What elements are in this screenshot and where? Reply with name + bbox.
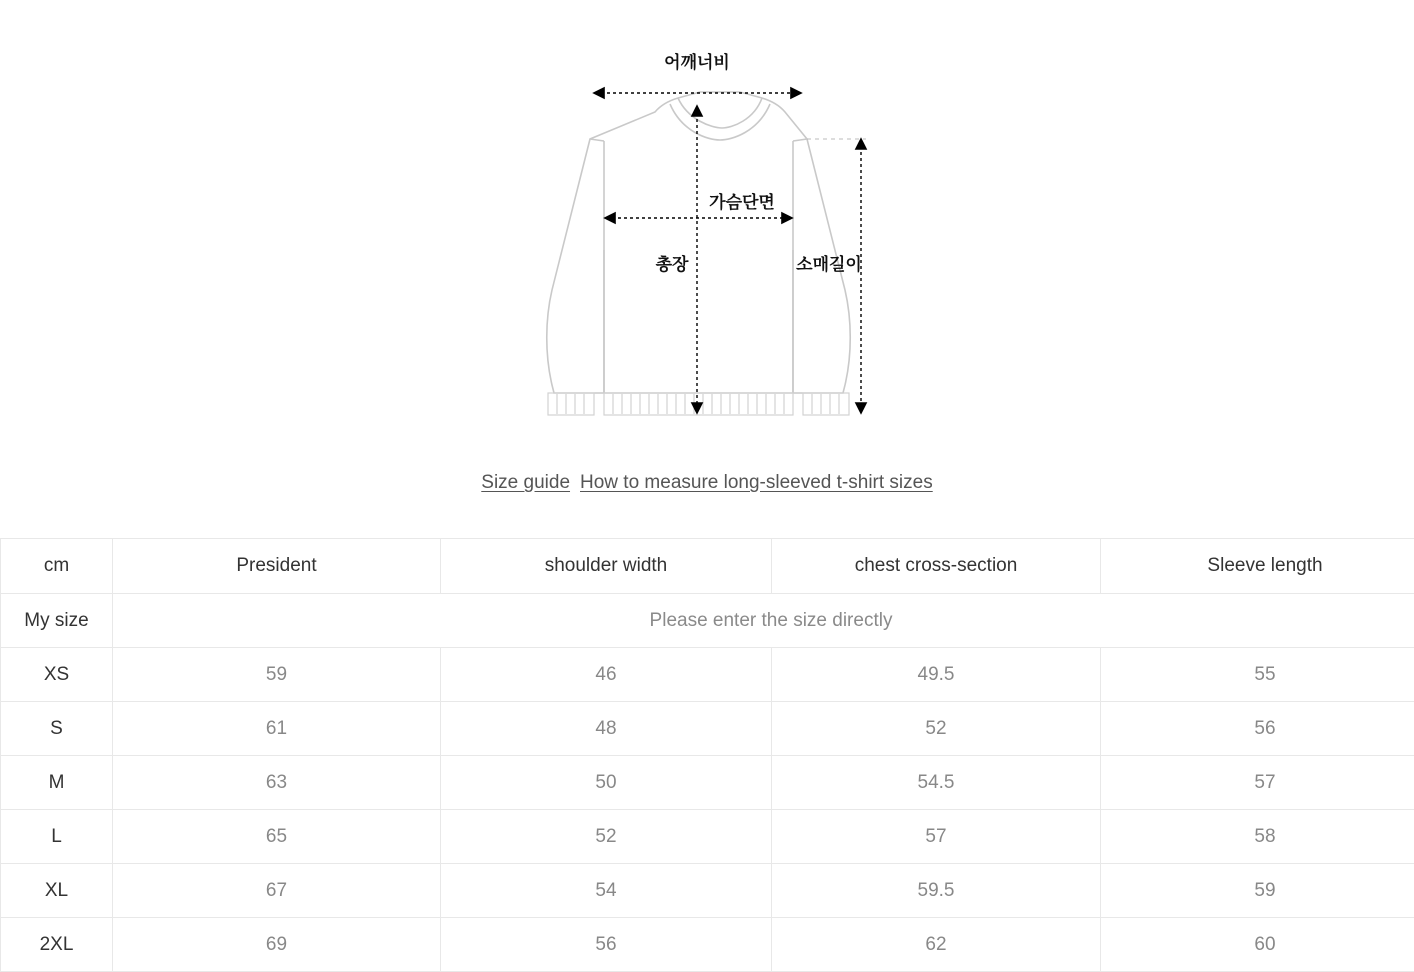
cell-president: 67	[113, 864, 441, 918]
header-president: President	[113, 539, 441, 594]
table-row	[1, 918, 1414, 972]
table-row	[1, 702, 1414, 756]
cell-sleeve-length: 58	[1101, 810, 1414, 864]
cell-shoulder-width: 56	[441, 918, 772, 972]
table-row	[1, 810, 1414, 864]
cell-shoulder-width: 52	[441, 810, 772, 864]
cell-shoulder-width: 54	[441, 864, 772, 918]
cell-shoulder-width: 50	[441, 756, 772, 810]
cell-president: 65	[113, 810, 441, 864]
my-size-row[interactable]	[1, 594, 1414, 648]
how-to-measure-link[interactable]: How to measure long-sleeved t-shirt sizes	[580, 472, 933, 493]
cell-chest: 49.5	[772, 648, 1101, 702]
table-row	[1, 864, 1414, 918]
label-sleeve-length: 소매길이	[796, 254, 862, 274]
cell-chest: 52	[772, 702, 1101, 756]
my-size-label: My size	[1, 594, 113, 648]
sweatshirt-diagram-svg	[0, 0, 1414, 455]
size-table	[0, 538, 1414, 972]
cell-sleeve-length: 59	[1101, 864, 1414, 918]
size-guide-link[interactable]: Size guide	[481, 472, 570, 493]
cuff-ribbing	[548, 393, 849, 415]
row-size-label: S	[1, 702, 113, 756]
cell-chest: 54.5	[772, 756, 1101, 810]
cell-president: 59	[113, 648, 441, 702]
cell-shoulder-width: 48	[441, 702, 772, 756]
table-row	[1, 648, 1414, 702]
cell-shoulder-width: 46	[441, 648, 772, 702]
label-total-length: 총장	[656, 254, 689, 274]
garment-outline	[547, 92, 851, 393]
cell-sleeve-length: 60	[1101, 918, 1414, 972]
row-size-label: XS	[1, 648, 113, 702]
header-unit: cm	[1, 539, 113, 594]
cell-chest: 59.5	[772, 864, 1101, 918]
guide-links	[0, 472, 1414, 494]
cell-sleeve-length: 56	[1101, 702, 1414, 756]
my-size-input-cell[interactable]: Please enter the size directly	[113, 594, 1414, 648]
row-size-label: XL	[1, 864, 113, 918]
label-chest: 가슴단면	[709, 192, 775, 212]
hem-ribbing	[604, 393, 793, 415]
header-shoulder-width: shoulder width	[441, 539, 772, 594]
table-header-row	[1, 539, 1414, 594]
cell-president: 63	[113, 756, 441, 810]
cell-president: 61	[113, 702, 441, 756]
header-sleeve-length: Sleeve length	[1101, 539, 1414, 594]
row-size-label: M	[1, 756, 113, 810]
cell-chest: 62	[772, 918, 1101, 972]
row-size-label: 2XL	[1, 918, 113, 972]
header-chest-cross-section: chest cross-section	[772, 539, 1101, 594]
cell-sleeve-length: 55	[1101, 648, 1414, 702]
cell-sleeve-length: 57	[1101, 756, 1414, 810]
label-shoulder-width: 어깨너비	[664, 52, 730, 72]
cell-president: 69	[113, 918, 441, 972]
cell-chest: 57	[772, 810, 1101, 864]
measurement-diagram	[0, 0, 1414, 455]
table-row	[1, 756, 1414, 810]
row-size-label: L	[1, 810, 113, 864]
